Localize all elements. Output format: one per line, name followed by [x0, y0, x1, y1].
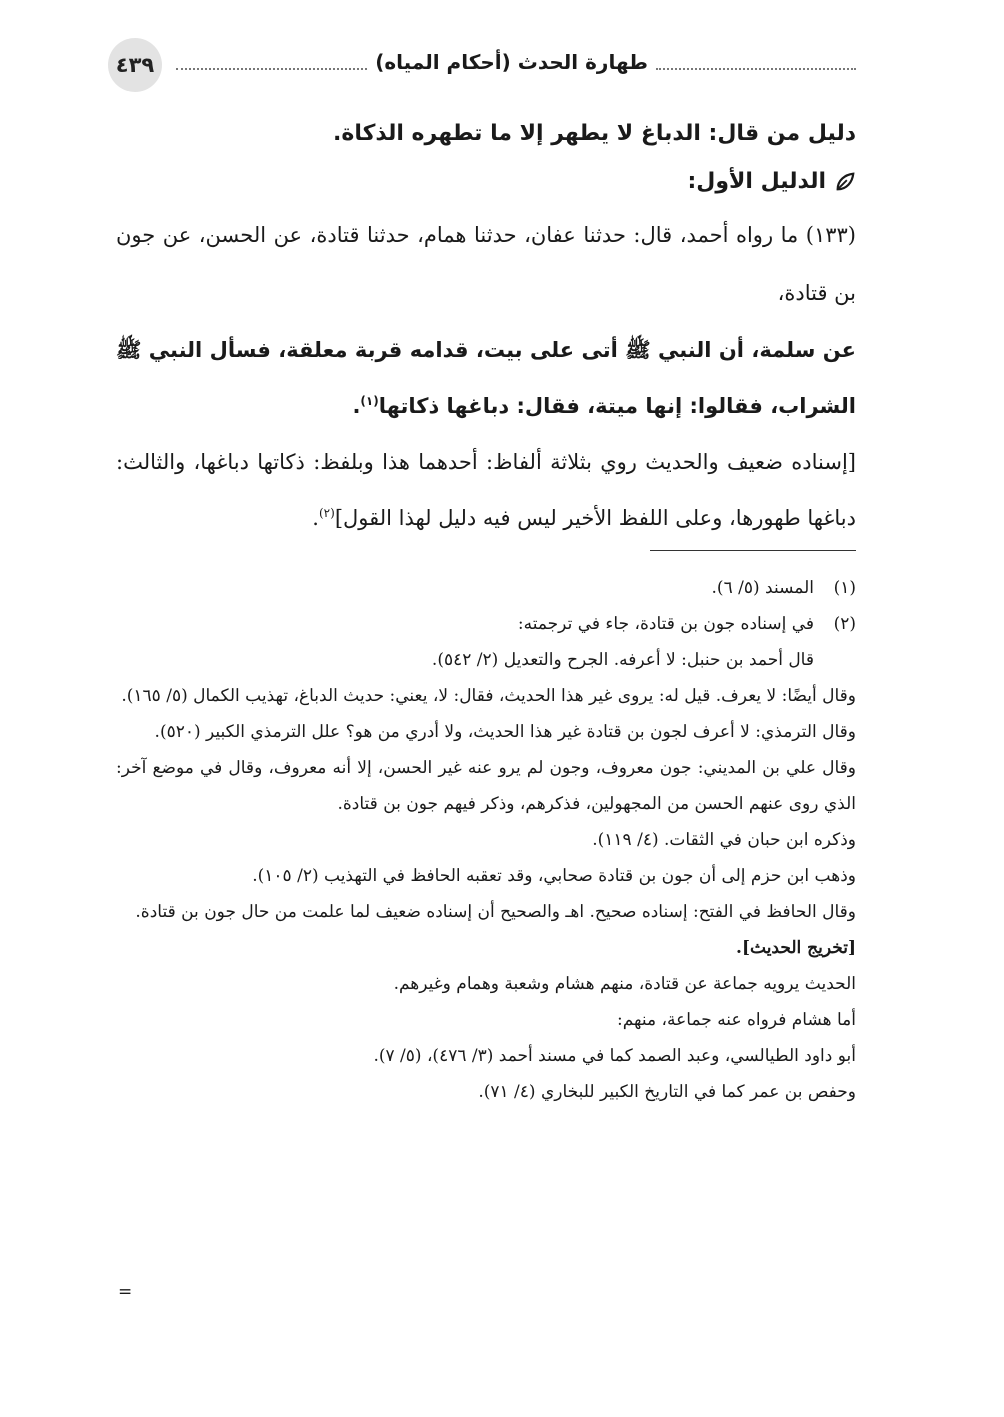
section-heading: دليل من قال: الدباغ لا يطهر إلا ما تطهره الذكاة.	[332, 121, 856, 146]
hadith-end: .	[352, 394, 361, 418]
footnote-line: وقال الحافظ في الفتح: إسناده صحيح. اهـ والصحيح أن إسناده ضعيف لما علمت من حال جون بن قتادة.	[135, 902, 856, 922]
dotted-leader-right	[656, 54, 856, 70]
footnote-number: (١)	[833, 578, 856, 598]
hadith-text: عن سلمة، أن النبي ﷺ أتى على بيت، قدامه قربة معلقة، فسأل النبي ﷺ الشراب، فقالوا: إنها ميتة، فقال: دباغها ذكاتها	[116, 338, 856, 418]
footnote-line: وقال علي بن المديني: جون معروف، وجون لم يرو عنه غير الحسن، إلا أنه معروف، وقال في موضع آخر: الذي روى عنهم الحسن من المجهولين، فذكرهم، وذكر فيهم جون بن قتادة.	[116, 758, 856, 814]
footnote-ref-1[interactable]: (١)	[360, 394, 379, 408]
isnad-paragraph: (١٣٣) ما رواه أحمد، قال: حدثنا عفان، حدثنا همام، حدثنا قتادة، عن الحسن، عن جون بن قتادة،	[116, 223, 856, 305]
footnote-1	[116, 570, 856, 606]
page-number: ٤٣٩	[115, 53, 155, 77]
footnote-line: وذهب ابن حزم إلى أن جون بن قتادة صحابي، وقد تعقبه الحافظ في التهذيب (٢/ ١٠٥).	[252, 866, 856, 886]
page-number-badge	[108, 38, 162, 92]
takhrij-line: أما هشام فرواه عنه جماعة، منهم:	[617, 1010, 856, 1030]
footnote-intro: في إسناده جون بن قتادة، جاء في ترجمته:	[517, 614, 814, 634]
sub-heading-text: الدليل الأول:	[687, 169, 826, 194]
running-title-text: طهارة الحدث (أحكام المياه)	[375, 50, 648, 74]
footnote-text: المسند (٥/ ٦).	[711, 578, 814, 598]
footnote-separator	[650, 550, 856, 551]
running-title	[176, 50, 856, 74]
leaf-ornament-icon	[834, 171, 856, 193]
continuation-mark: =	[118, 1282, 133, 1302]
dotted-leader-left	[176, 54, 367, 70]
footnote-2	[116, 606, 856, 642]
footnote-number: (٢)	[833, 614, 856, 634]
sub-heading	[116, 158, 856, 206]
footnote-body	[116, 606, 814, 642]
takhrij-heading: [تخريج الحديث].	[736, 938, 856, 958]
page-header	[108, 38, 856, 104]
grading-paragraph	[116, 434, 856, 546]
takhrij-line: وحفص بن عمر كما في التاريخ الكبير للبخاري (٤/ ٧١).	[478, 1082, 856, 1102]
footnote-line: وقال أيضًا: لا يعرف. قيل له: يروى غير هذا الحديث، فقال: لا، يعني: حديث الدباغ، تهذيب الكمال (٥/ ١٦٥).	[121, 686, 856, 706]
hadith-paragraph	[116, 322, 856, 434]
takhrij-line: أبو داود الطيالسي، وعبد الصمد كما في مسند أحمد (٣/ ٤٧٦)، (٥/ ٧).	[373, 1046, 856, 1066]
grading-text: [إسناده ضعيف والحديث روي بثلاثة ألفاظ: أحدهما هذا وبلفظ: ذكاتها دباغها، والثالث: دباغها طهورها، وعلى اللفظ الأخير ليس فيه دليل لهذا القول]	[116, 450, 856, 530]
footnotes	[116, 570, 856, 1110]
footnote-line: قال أحمد بن حنبل: لا أعرفه. الجرح والتعديل (٢/ ٥٤٢).	[431, 650, 814, 670]
grading-end: .	[312, 506, 319, 530]
takhrij-line: الحديث يرويه جماعة عن قتادة، منهم هشام وشعبة وهمام وغيرهم.	[393, 974, 856, 994]
footnote-line: وقال الترمذي: لا أعرف لجون بن قتادة غير هذا الحديث، ولا أدري من هو؟ علل الترمذي الكبير (٥٢٠).	[154, 722, 856, 742]
main-text	[116, 110, 856, 546]
footnote-line: وذكره ابن حبان في الثقات. (٤/ ١١٩).	[592, 830, 856, 850]
footnote-ref-2[interactable]: (٢)	[318, 506, 335, 520]
